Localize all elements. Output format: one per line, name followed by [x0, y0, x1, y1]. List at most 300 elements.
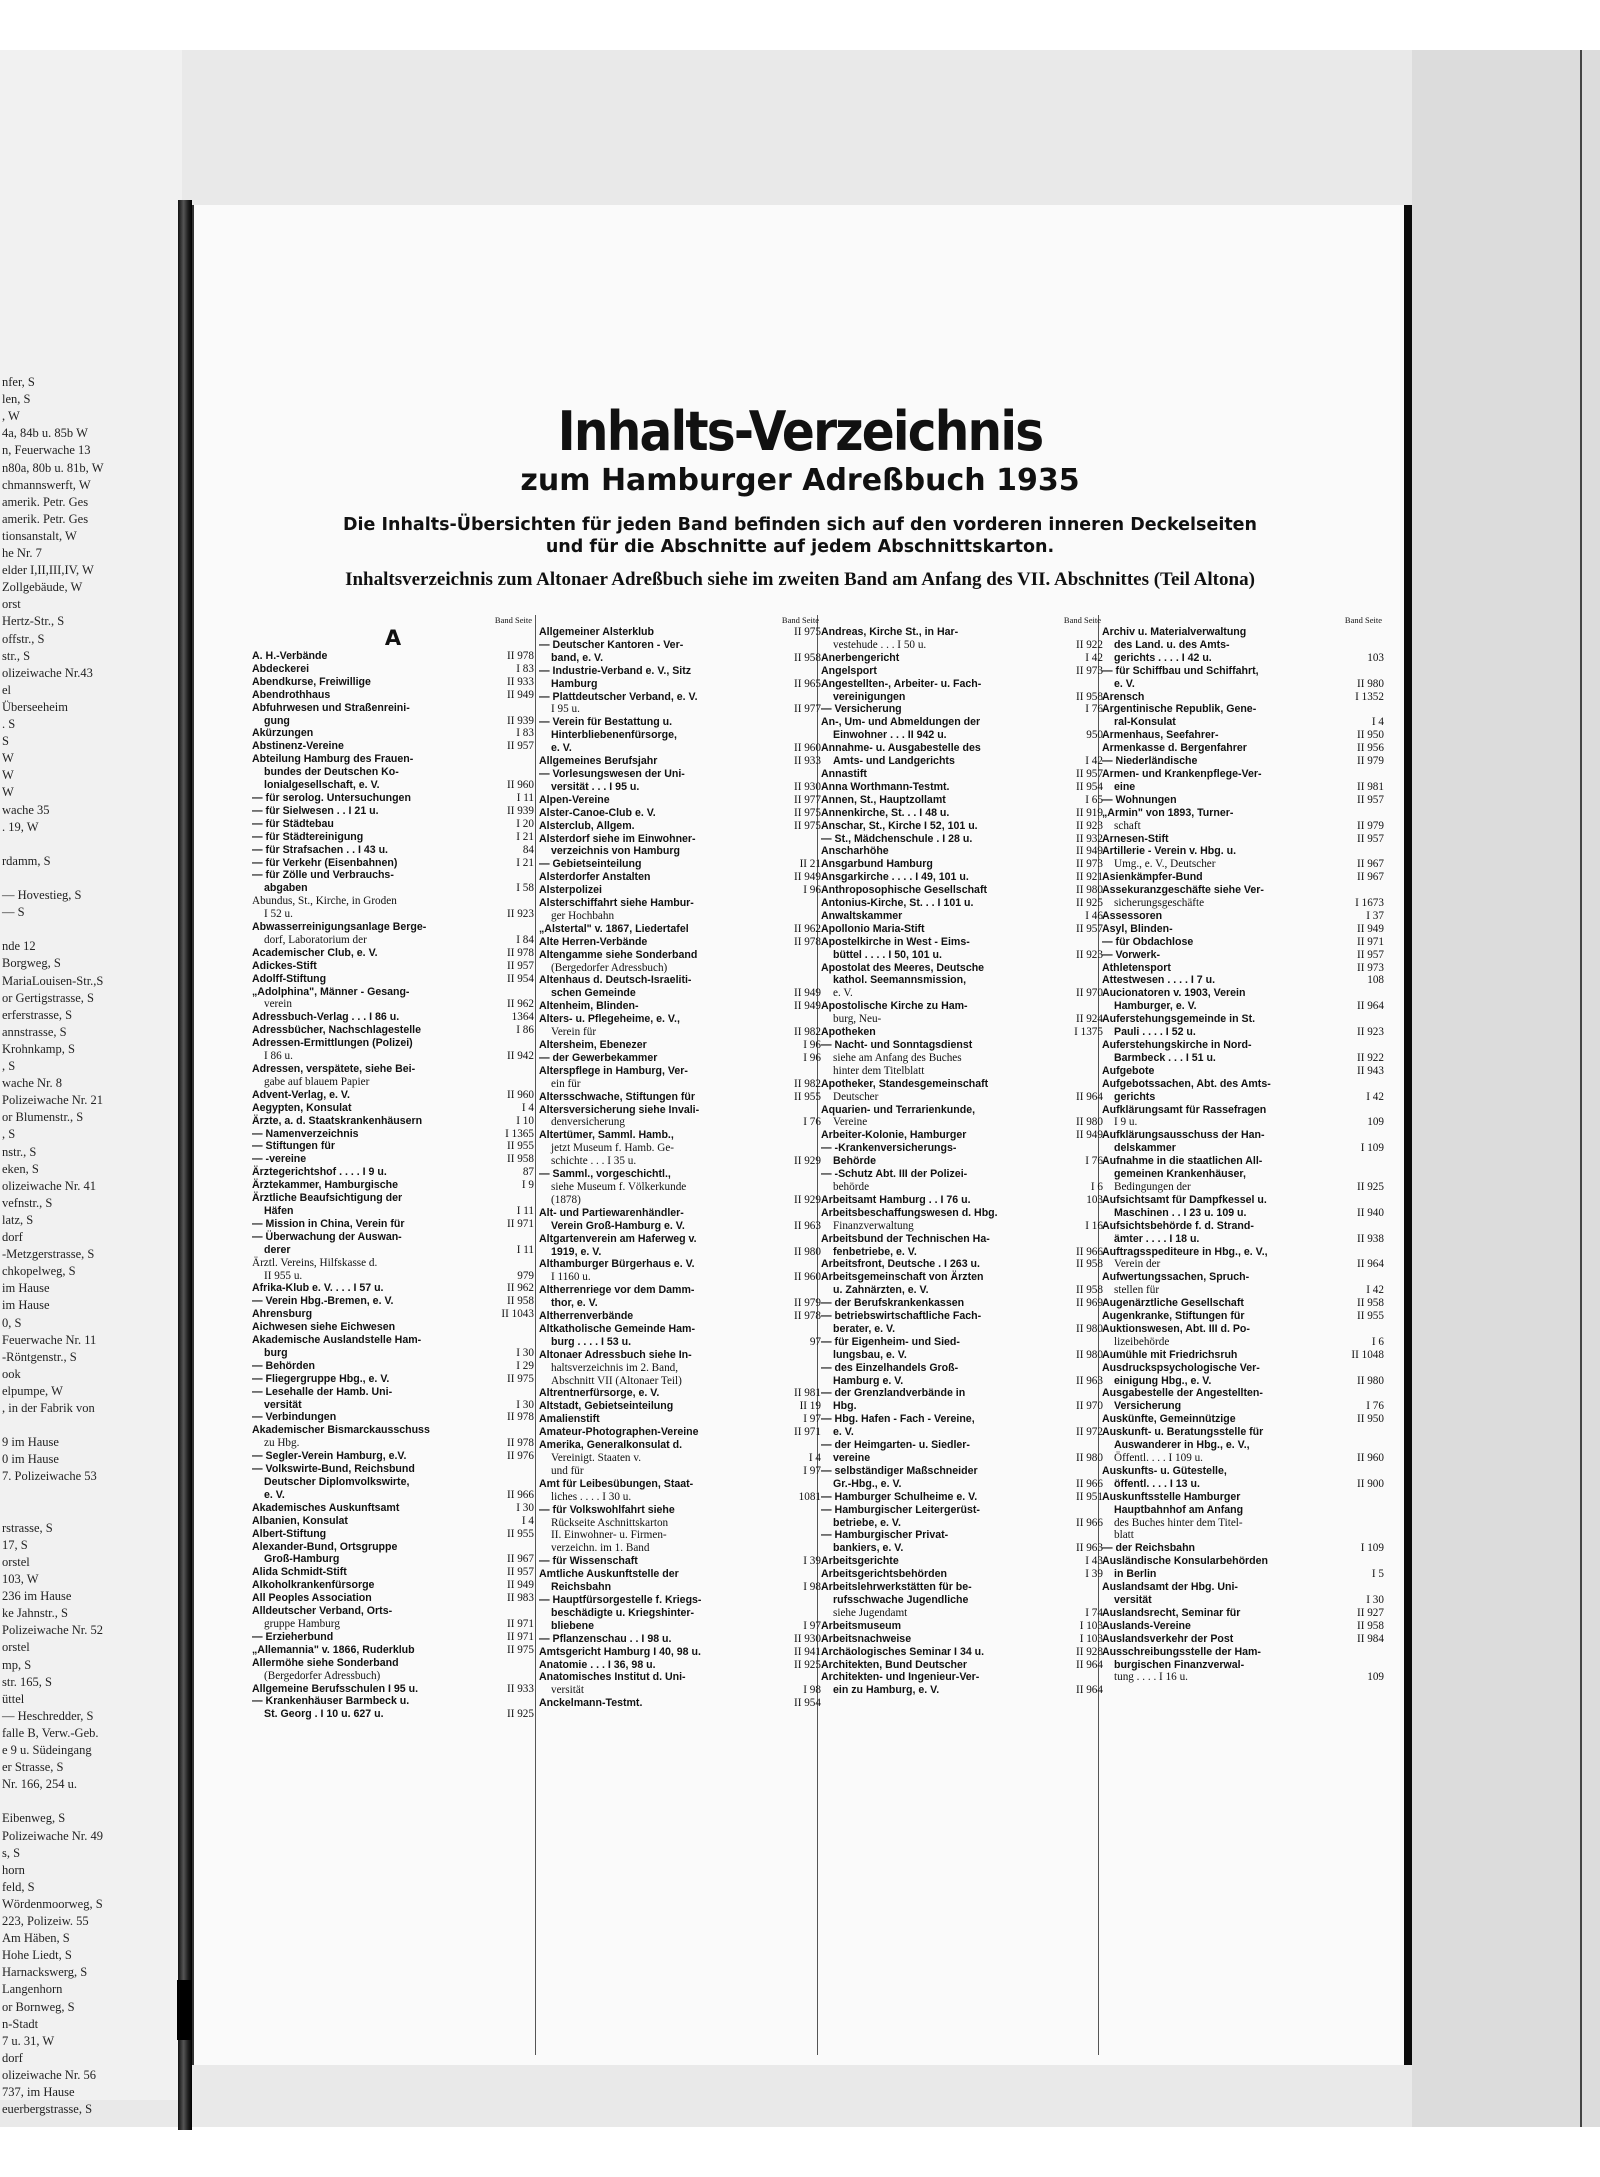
entry-term: Abteilung Hamburg des Frauen-	[252, 753, 414, 766]
index-entry	[539, 1491, 821, 1504]
entry-reference: II 955	[506, 1140, 534, 1153]
entry-term: Auskunftsstelle Hamburger	[1102, 1490, 1241, 1503]
left-page-text: , S	[2, 1059, 16, 1073]
index-entry	[539, 1116, 821, 1129]
index-entry	[821, 1362, 1103, 1375]
entry-reference: I 1673	[1355, 897, 1384, 910]
left-page-text: erferstrasse, S	[2, 1007, 73, 1022]
entry-term: einigung Hbg., e. V.	[1114, 1374, 1212, 1387]
entry-term: Arbeitsgerichtsbehörden	[821, 1568, 947, 1581]
entry-term: — Behörden	[252, 1359, 315, 1372]
index-entry	[252, 1373, 534, 1386]
entry-term: versität	[264, 1398, 302, 1411]
entry-reference: 109	[1367, 1116, 1384, 1129]
left-page-text: n, Feuerwache 13	[2, 443, 91, 458]
left-page-text: — Hovestieg, S	[2, 888, 82, 902]
entry-term: Anckelmann-Testmt.	[539, 1697, 643, 1710]
entry-term: — Samml., vorgeschichtl.,	[539, 1168, 671, 1181]
left-page-text: , S	[2, 1127, 16, 1142]
index-entry	[539, 639, 821, 652]
entry-reference: I 98	[803, 1684, 821, 1697]
entry-term: schichte . . . I 35 u.	[551, 1155, 637, 1168]
entry-reference: 950	[1086, 729, 1103, 742]
entry-reference: II 949	[1075, 845, 1103, 858]
index-entry	[1102, 1284, 1384, 1297]
index-entry	[821, 1026, 1103, 1039]
index-entry	[252, 1128, 534, 1141]
entry-term: Alsterclub, Allgem.	[539, 819, 635, 832]
entry-term: liches . . . . I 30 u.	[551, 1490, 632, 1503]
entry-reference: I 4	[521, 1514, 534, 1527]
index-entry	[1102, 1271, 1384, 1284]
index-entry	[1102, 1362, 1384, 1375]
entry-reference: I 11	[516, 791, 534, 804]
entry-term: des Land. u. des Amts-	[1114, 638, 1230, 651]
entry-reference: I 84	[516, 933, 534, 946]
entry-term: Argentinische Republik, Gene-	[1102, 703, 1257, 716]
entry-term: siehe Museum f. Völkerkunde	[551, 1180, 687, 1193]
entry-reference: II 950	[1356, 729, 1384, 742]
entry-term: Ausdruckspsychologische Ver-	[1102, 1361, 1260, 1374]
index-entry	[539, 1426, 821, 1439]
entry-term: Altenhaus d. Deutsch-Israeliti-	[539, 974, 692, 987]
entry-reference: II 983	[506, 1592, 534, 1605]
entry-term: tung . . . . I 16 u.	[1114, 1671, 1188, 1684]
left-page-text: nstr., S	[2, 1144, 37, 1159]
index-entry	[252, 895, 534, 908]
left-page-text: elder I,II,III,IV, W	[2, 563, 94, 578]
entry-term: Apotheken	[821, 1026, 876, 1039]
index-entry	[821, 1465, 1103, 1478]
entry-reference: II 964	[1356, 1258, 1384, 1271]
index-entry	[252, 779, 534, 792]
entry-term: berater, e. V.	[833, 1322, 896, 1335]
entry-term: gabe auf blauem Papier	[264, 1075, 370, 1088]
index-entry	[539, 1168, 821, 1181]
entry-term: — Mission in China, Verein für	[252, 1217, 405, 1230]
entry-term: ein für	[551, 1077, 581, 1090]
entry-term: Apostolat des Meeres, Deutsche	[821, 961, 985, 974]
index-entry	[252, 1489, 534, 1502]
index-entry	[539, 897, 821, 910]
entry-term: Angelsport	[821, 664, 877, 677]
left-page-text: horn	[2, 1862, 25, 1877]
index-entry	[252, 947, 534, 960]
left-page-text: Krohnkamp, S	[2, 1041, 75, 1056]
entry-reference: I 4	[808, 1452, 821, 1464]
entry-term: Allgemeiner Alsterklub	[539, 626, 654, 638]
index-entry	[1102, 1413, 1384, 1426]
index-entry	[252, 805, 534, 818]
index-entry	[1102, 678, 1384, 691]
index-entry	[1102, 1297, 1384, 1310]
entry-term: All Peoples Association	[252, 1592, 372, 1605]
entry-term: — St., Mädchenschule . I 28 u.	[821, 832, 973, 845]
index-entry	[252, 766, 534, 779]
entry-term: Altersversicherung siehe Invali-	[539, 1103, 700, 1116]
index-entry	[252, 921, 534, 934]
entry-term: denversicherung	[551, 1116, 625, 1129]
index-entry	[1102, 1465, 1384, 1478]
entry-reference: II 980	[1075, 1348, 1103, 1361]
entry-term: — Volkswirte-Bund, Reichsbund	[252, 1463, 415, 1476]
entry-reference: II 940	[1356, 1206, 1384, 1219]
entry-term: Auswanderer in Hbg., e. V.,	[1114, 1439, 1250, 1452]
entry-reference: II 956	[1356, 742, 1384, 755]
entry-term: Anatomie . . . I 36, 98 u.	[539, 1658, 656, 1671]
index-entry	[1102, 1181, 1384, 1194]
left-page-text: Borgweg, S	[2, 956, 61, 971]
entry-term: delskammer	[1114, 1142, 1176, 1155]
entry-term: Adickes-Stift	[252, 959, 317, 972]
entry-term: kathol. Seemannsmission,	[833, 974, 967, 987]
entry-term: Altersheim, Ebenezer	[539, 1039, 647, 1051]
index-entry	[539, 1633, 821, 1646]
entry-term: — Verbindungen	[252, 1411, 337, 1424]
index-entry	[539, 1646, 821, 1659]
entry-reference: II 1043	[501, 1308, 534, 1321]
entry-term: Aufsichtsamt für Dampfkessel u.	[1102, 1193, 1267, 1206]
entry-reference: II 979	[1356, 819, 1384, 832]
index-entry	[1102, 1310, 1384, 1323]
entry-term: Anschar, St., Kirche I 52, 101 u.	[821, 819, 978, 832]
index-entry	[1102, 1555, 1384, 1568]
index-entry	[821, 807, 1103, 820]
index-entry	[539, 936, 821, 949]
index-entry	[1102, 626, 1384, 639]
index-entry	[252, 1411, 534, 1424]
index-entry	[539, 910, 821, 923]
entry-term: Deutscher	[833, 1090, 879, 1103]
index-entry	[1102, 716, 1384, 729]
entry-term: burg	[264, 1346, 288, 1359]
index-entry	[539, 1078, 821, 1091]
left-page-text: — S	[2, 905, 25, 920]
entry-term: lungsbau, e. V.	[833, 1348, 907, 1361]
entry-term: Ausschreibungsstelle der Ham-	[1102, 1645, 1261, 1658]
entry-reference: I 76	[1085, 703, 1103, 716]
entry-reference: I 42	[1085, 651, 1103, 664]
index-entry	[539, 1620, 821, 1633]
entry-term: gemeinen Krankenhäuser,	[1114, 1168, 1246, 1181]
entry-term: Ärztl. Vereins, Hilfskasse d.	[252, 1256, 378, 1269]
index-entry	[821, 1684, 1103, 1697]
entry-reference: 108	[1367, 974, 1384, 987]
entry-term: band, e. V.	[551, 651, 604, 664]
entry-reference: II 980	[1075, 1452, 1103, 1464]
entry-reference: II 963	[1075, 1542, 1103, 1555]
entry-term: — Industrie-Verband e. V., Sitz	[539, 664, 692, 677]
entry-reference: II 957	[1356, 948, 1384, 961]
index-entry	[539, 1413, 821, 1426]
left-page-text: he Nr. 7	[2, 546, 42, 560]
left-page-text: im Hause	[2, 1298, 50, 1313]
index-entry	[539, 949, 821, 962]
entry-reference: I 39	[1085, 1568, 1103, 1581]
index-entry	[821, 1000, 1103, 1013]
entry-term: blatt	[1114, 1529, 1134, 1542]
index-entry	[821, 987, 1103, 1000]
index-entry	[539, 974, 821, 987]
index-entry	[821, 665, 1103, 678]
entry-term: Adolff-Stiftung	[252, 972, 327, 985]
entry-reference: I 74	[1085, 1606, 1103, 1619]
entry-term: II. Einwohner- u. Firmen-	[551, 1529, 667, 1542]
entry-term: Altgartenverein am Haferweg v.	[539, 1232, 697, 1245]
entry-reference: II 958	[506, 1153, 534, 1166]
entry-reference: 87	[522, 1166, 534, 1179]
index-entry	[1102, 1065, 1384, 1078]
index-entry	[1102, 691, 1384, 704]
index-entry	[252, 1463, 534, 1476]
entry-reference: II 971	[1356, 935, 1384, 948]
entry-term: Alpen-Vereine	[539, 793, 610, 806]
entry-term: Archiv u. Materialverwaltung	[1102, 626, 1247, 638]
index-entry	[821, 1568, 1103, 1581]
entry-reference: I 96	[803, 884, 821, 897]
left-page-text: . 19, W	[2, 819, 39, 834]
index-entry	[821, 1194, 1103, 1207]
index-entry	[252, 1541, 534, 1554]
entry-reference: II 939	[506, 714, 534, 727]
index-entry	[821, 1439, 1103, 1452]
index-entry	[252, 1295, 534, 1308]
entry-reference: II 938	[1356, 1232, 1384, 1245]
entry-reference: II 966	[1075, 1516, 1103, 1529]
left-page-text: 223, Polizeiw. 55	[2, 1914, 89, 1928]
entry-term: Asienkämpfer-Bund	[1102, 871, 1203, 884]
entry-reference: I 96	[803, 1039, 821, 1051]
entry-reference: 103	[1086, 1193, 1103, 1206]
entry-reference: I 103	[1079, 1632, 1103, 1645]
index-entry	[1102, 1078, 1384, 1091]
index-entry	[252, 831, 534, 844]
entry-term: Anscharhöhe	[821, 845, 889, 858]
index-entry	[252, 1347, 534, 1360]
index-entry	[539, 1478, 821, 1491]
index-entry	[539, 1233, 821, 1246]
entry-term: versität	[1114, 1593, 1152, 1606]
entry-reference: II 927	[1356, 1606, 1384, 1619]
entry-term: Maschinen . . I 23 u. 109 u.	[1114, 1206, 1247, 1219]
entry-term: — Überwachung der Auswan-	[252, 1230, 402, 1243]
entry-term: Hauptbahnhof am Anfang	[1114, 1503, 1244, 1516]
entry-term: burgischen Finanzverwal-	[1114, 1658, 1245, 1671]
index-entry	[539, 820, 821, 833]
entry-term: gerichts	[1114, 1090, 1156, 1103]
index-entry	[1102, 833, 1384, 846]
entry-term: Altrentnerfürsorge, e. V.	[539, 1387, 660, 1400]
entry-term: burg . . . . I 53 u.	[551, 1335, 632, 1348]
entry-reference: I 11	[516, 1204, 534, 1217]
entry-term: — Erzieherbund	[252, 1630, 334, 1643]
entry-reference: II 979	[793, 1297, 821, 1310]
entry-term: Altengamme siehe Sonderband	[539, 948, 698, 961]
index-entry	[252, 1476, 534, 1489]
entry-reference: II 930	[793, 780, 821, 793]
index-entry	[821, 678, 1103, 691]
index-entry	[252, 650, 534, 663]
index-entry	[539, 1400, 821, 1413]
index-entry	[1102, 1155, 1384, 1168]
entry-term: Altertümer, Samml. Hamb.,	[539, 1129, 674, 1142]
entry-reference: II 978	[506, 1411, 534, 1424]
left-page-text: -Röntgenstr., S	[2, 1349, 77, 1364]
index-entry	[1102, 1646, 1384, 1659]
index-entry	[821, 871, 1103, 884]
index-entry	[252, 960, 534, 973]
entry-reference: II 966	[1075, 1245, 1103, 1258]
entry-reference: II 932	[1075, 832, 1103, 845]
entry-reference: I 103	[1079, 1619, 1103, 1632]
entry-term: Annastift	[821, 767, 867, 780]
entry-term: Allgemeines Berufsjahr	[539, 755, 658, 768]
entry-term: Assekuranzgeschäfte siehe Ver-	[1102, 884, 1264, 897]
entry-term: lonialgesellschaft, e. V.	[264, 779, 380, 792]
index-entry	[821, 1478, 1103, 1491]
index-entry	[539, 652, 821, 665]
index-entry	[821, 781, 1103, 794]
left-page-text: nde 12	[2, 939, 36, 954]
index-entry	[539, 1000, 821, 1013]
entry-reference: II 923	[506, 908, 534, 921]
index-entry	[1102, 1491, 1384, 1504]
entry-reference: II 982	[793, 1026, 821, 1039]
left-page-text: olizeiwache Nr.43	[2, 665, 93, 680]
index-entry	[252, 1566, 534, 1579]
index-entry	[1102, 871, 1384, 884]
index-entry	[252, 1528, 534, 1541]
entry-term: — Hamburgischer Privat-	[821, 1529, 949, 1542]
index-entry	[821, 1633, 1103, 1646]
left-page-text: olizeiwache Nr. 41	[2, 1178, 97, 1193]
index-entry	[821, 1233, 1103, 1246]
index-entry	[252, 1437, 534, 1450]
entry-term: — für Eigenheim- und Sied-	[821, 1335, 960, 1348]
index-entry	[1102, 962, 1384, 975]
left-page-text: 0 im Hause	[2, 1452, 59, 1467]
index-entry	[252, 1386, 534, 1399]
entry-term: — Stiftungen für	[252, 1140, 335, 1153]
entry-reference: I 1375	[1074, 1026, 1103, 1039]
index-entry	[821, 1013, 1103, 1026]
entry-term: Abendrothhaus	[252, 688, 331, 701]
entry-term: Aquarien- und Terrarienkunde,	[821, 1103, 976, 1116]
index-entry	[252, 676, 534, 689]
index-entry	[252, 1024, 534, 1037]
index-entry	[539, 1142, 821, 1155]
index-entry	[821, 1491, 1103, 1504]
entry-term: Adressbücher, Nachschlagestelle	[252, 1024, 421, 1037]
entry-term: — des Einzelhandels Groß-	[821, 1361, 959, 1374]
entry-reference: I 21	[516, 856, 534, 869]
entry-term: Altherrenverbände	[539, 1310, 634, 1323]
entry-term: Alsterdorf siehe im Einwohner-	[539, 832, 696, 845]
index-entry	[1102, 665, 1384, 678]
index-entry	[252, 1037, 534, 1050]
left-page-text: n-Stadt	[2, 2016, 39, 2031]
entry-term: Abundus, St., Kirche, in Groden	[252, 895, 397, 908]
left-page-text: amerik. Petr. Ges	[2, 511, 89, 526]
index-entry	[252, 1644, 534, 1657]
entry-term: Abdeckerei	[252, 662, 310, 675]
entry-term: Ärztliche Beaufsichtigung der	[252, 1192, 403, 1205]
index-entry	[539, 1375, 821, 1388]
index-entry	[1102, 755, 1384, 768]
entry-term: Reichsbahn	[551, 1581, 612, 1594]
index-entry	[539, 1104, 821, 1117]
entry-term: Hamburg	[551, 677, 598, 690]
entry-term: Armenkasse d. Bergenfahrer	[1102, 742, 1247, 755]
entry-term: und für	[551, 1464, 584, 1477]
index-entry	[1102, 1104, 1384, 1117]
entry-term: „Allemannia" v. 1866, Ruderklub	[252, 1643, 415, 1656]
entry-reference: II 925	[1356, 1180, 1384, 1193]
entry-term: Aucionatoren v. 1903, Verein	[1102, 987, 1246, 1000]
index-entry	[539, 1039, 821, 1052]
left-page-fragment	[0, 50, 182, 2117]
entry-term: „Adolphina", Männer - Gesang-	[252, 985, 410, 998]
entry-term: Arbeitsbeschaffungswesen d. Hbg.	[821, 1206, 998, 1219]
entry-reference: I 65	[1085, 793, 1103, 806]
index-entry	[539, 1671, 821, 1684]
index-entry	[1102, 1568, 1384, 1581]
entry-reference: II 978	[793, 1310, 821, 1323]
entry-term: Groß-Hamburg	[264, 1553, 340, 1566]
index-entry	[1102, 1091, 1384, 1104]
index-entry	[539, 678, 821, 691]
entry-term: hinter dem Titelblatt	[833, 1064, 925, 1077]
index-entry	[252, 1089, 534, 1102]
left-page-text: or Blumenstr., S	[2, 1110, 84, 1125]
left-page-text: Polizeiwache Nr. 49	[2, 1828, 104, 1843]
entry-term: Aufsichtsbehörde f. d. Strand-	[1102, 1219, 1254, 1232]
index-page	[192, 205, 1406, 2065]
index-entry	[821, 1452, 1103, 1465]
entry-term: (Bergedorfer Adressbuch)	[551, 961, 668, 974]
entry-term: Arbeitsbund der Technischen Ha-	[821, 1232, 990, 1245]
entry-term: Apostelkirche in West - Eims-	[821, 935, 970, 948]
entry-reference: II 969	[1075, 1297, 1103, 1310]
left-page-text: latz, S	[2, 1212, 34, 1227]
entry-reference: II 923	[1075, 819, 1103, 832]
left-page-text: or Bornweg, S	[2, 1999, 75, 2014]
index-entry	[252, 1218, 534, 1231]
index-entry	[539, 1362, 821, 1375]
entry-term: e. V.	[1114, 677, 1135, 690]
left-page-text: Nr. 166, 254 u.	[2, 1777, 77, 1792]
entry-reference: II 957	[1356, 832, 1384, 845]
entry-reference: I 9	[521, 1179, 534, 1192]
index-entry	[1102, 794, 1384, 807]
index-entry	[539, 1452, 821, 1465]
index-entry	[252, 1205, 534, 1218]
entry-term: Alster-Canoe-Club e. V.	[539, 806, 656, 819]
index-entry	[1102, 845, 1384, 858]
index-entry	[539, 833, 821, 846]
entry-reference: II 960	[506, 1088, 534, 1101]
entry-term: bundes der Deutschen Ko-	[264, 766, 399, 779]
index-entry	[252, 998, 534, 1011]
entry-term: Aegypten, Konsulat	[252, 1101, 352, 1114]
index-entry	[252, 1334, 534, 1347]
entry-reference: I 20	[516, 817, 534, 830]
index-entry	[1102, 936, 1384, 949]
entry-reference: II 958	[793, 651, 821, 664]
entry-term: Ärztekammer, Hamburgische	[252, 1179, 399, 1192]
entry-reference: I 97	[803, 1413, 821, 1426]
entry-term: Althamburger Bürgerhaus e. V.	[539, 1258, 695, 1271]
